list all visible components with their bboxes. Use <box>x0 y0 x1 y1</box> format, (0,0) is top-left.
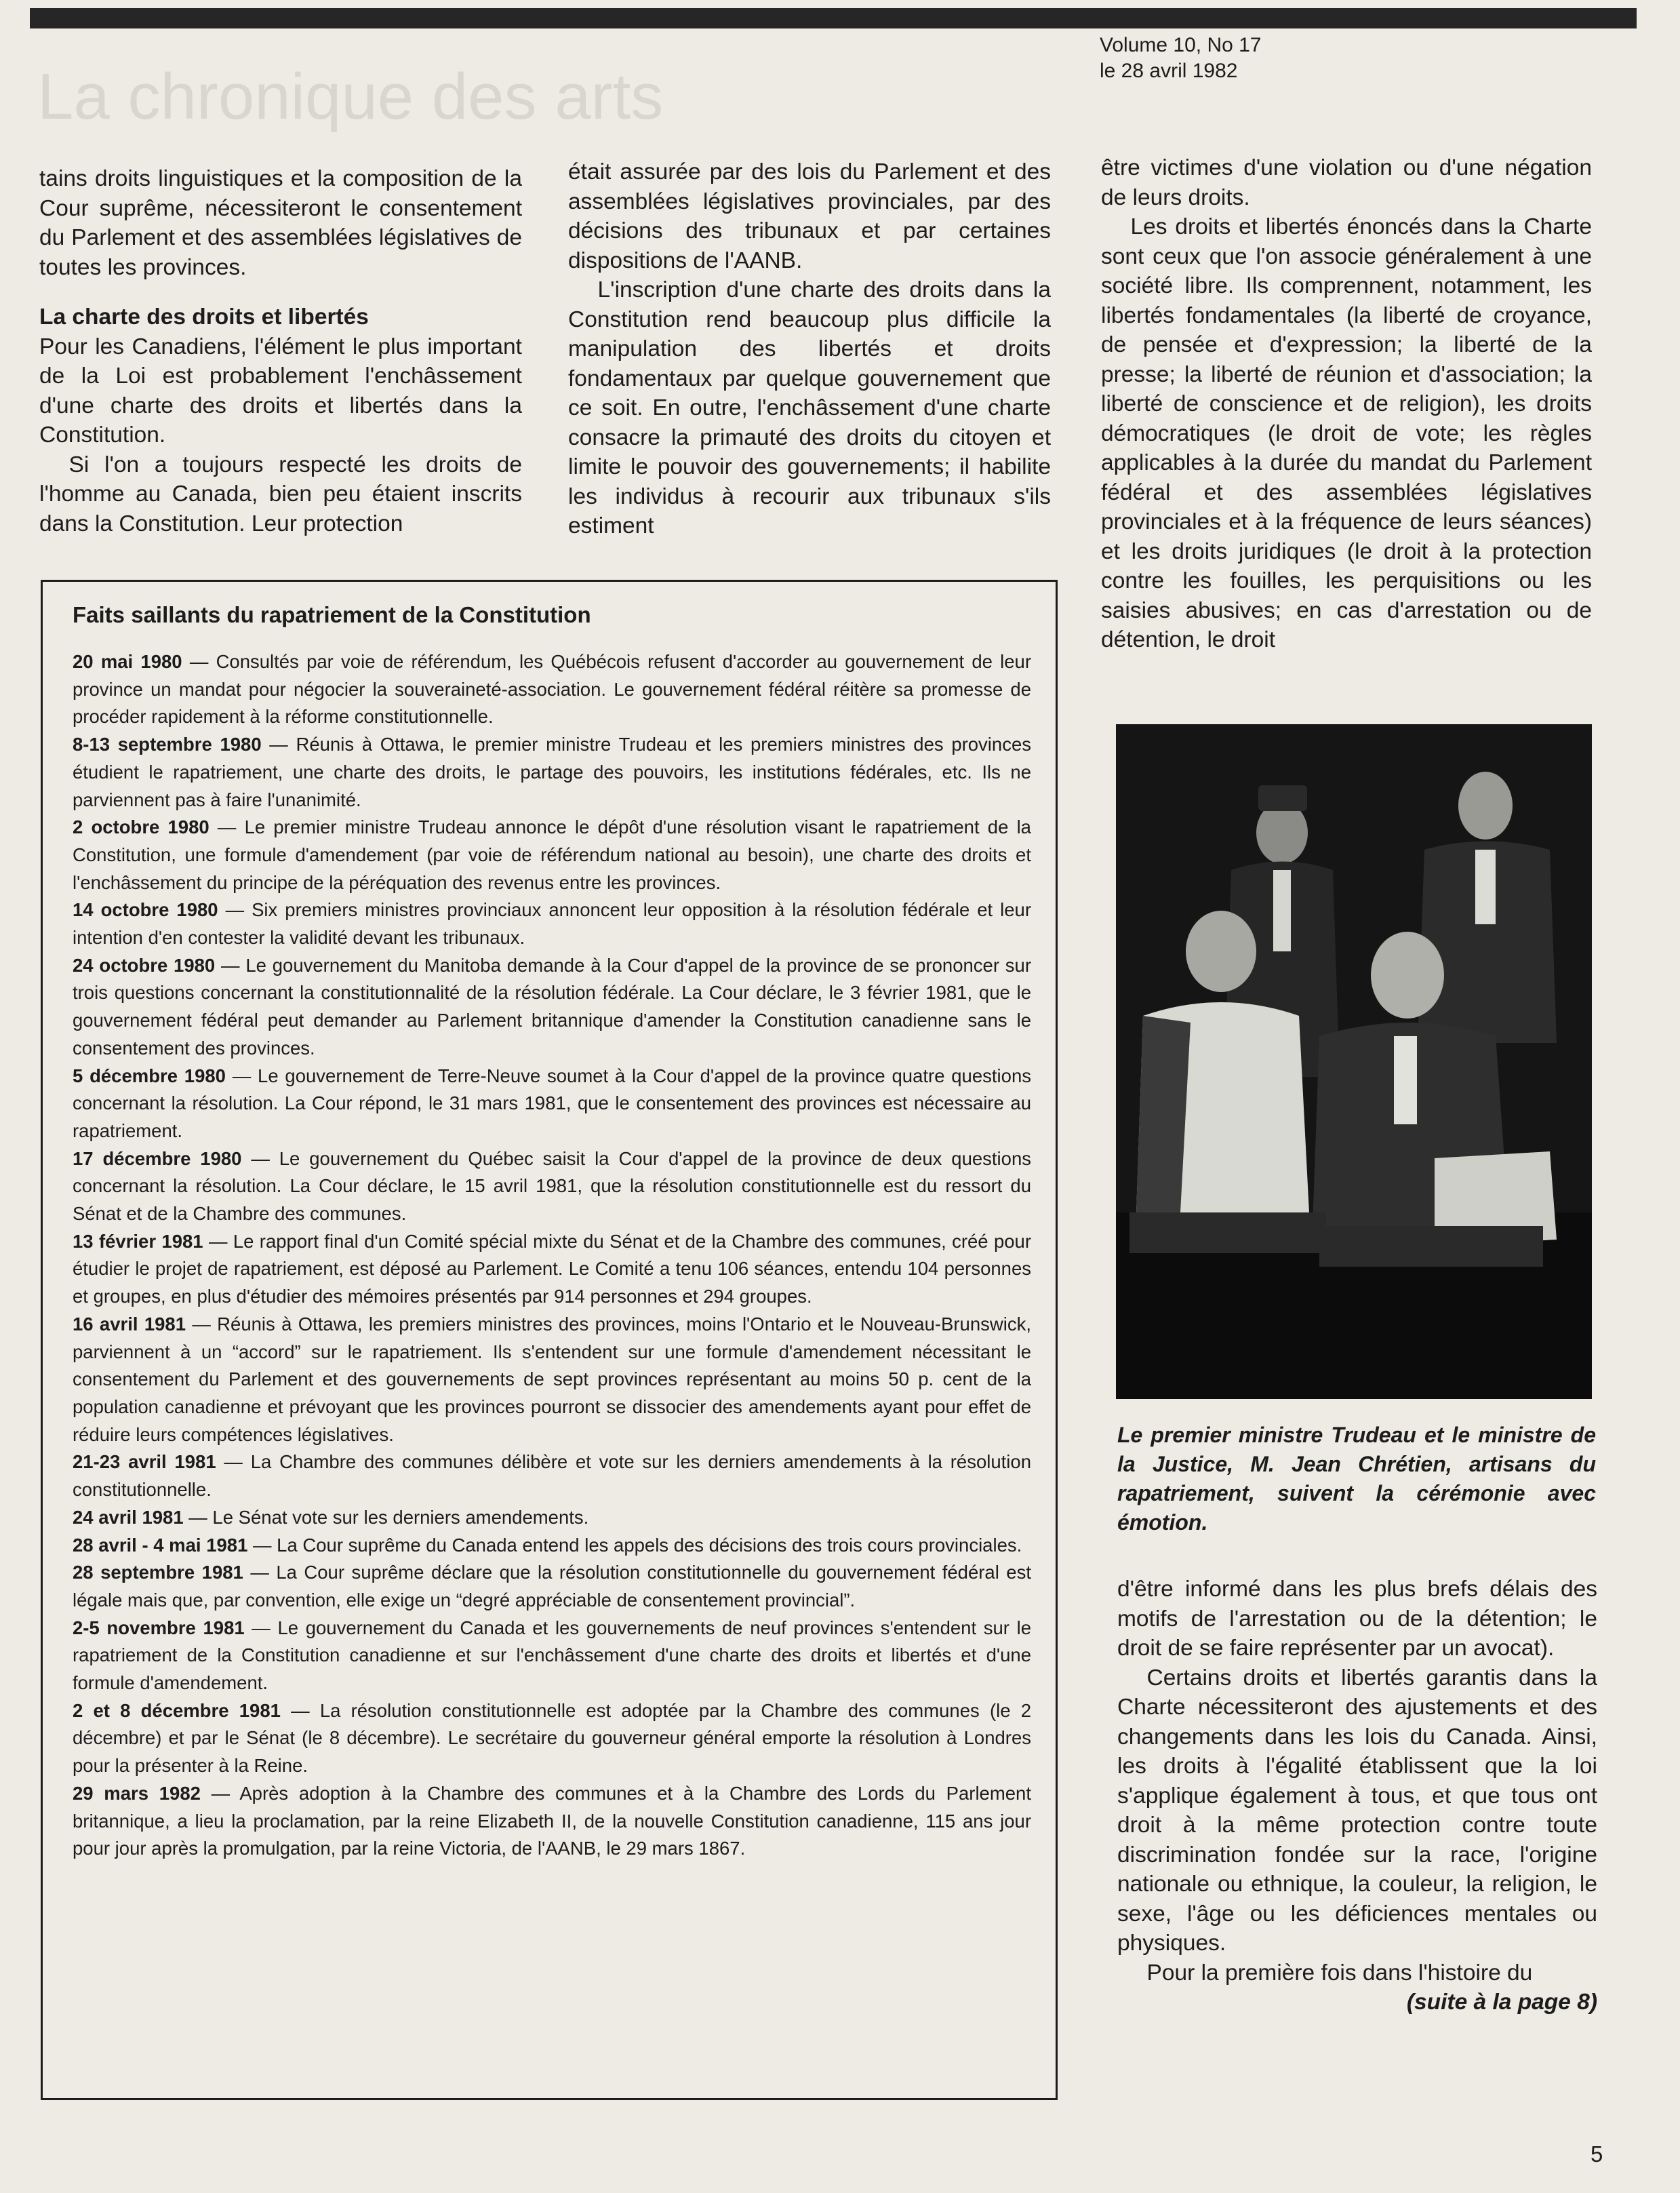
box-title: Faits saillants du rapatriement de la Constitution <box>73 602 591 627</box>
paragraph: Si l'on a toujours respecté les droits de l'homme au Canada, bien peu étaient inscrits dans la Constitution. Leur protection <box>39 452 522 536</box>
entry-date: 2 et 8 décembre 1981 <box>73 1699 281 1721</box>
timeline-entry: 24 avril 1981 — Le Sénat vote sur les derniers amendements. <box>73 1506 589 1528</box>
column-left <box>39 164 522 538</box>
entry-text: Le gouvernement du Québec saisit la Cour d'appel de la province de deux questions concernant la résolution. La Cour déclare, le 15 avril 1981, que la résolution constitutionnelle est du ressort du Sénat et de la Chambre des communes. <box>73 1147 1031 1225</box>
top-rule <box>30 8 1637 28</box>
entry-date: 29 mars 1982 <box>73 1782 201 1804</box>
entry-text: La Cour suprême déclare que la résolution constitutionnelle du gouvernement fédéral est légale mais que, par convention, elle exige un “degré appréciable de consentement provincial”. <box>73 1562 1031 1611</box>
entry-text: La résolution constitutionnelle est adoptée par la Chambre des communes (le 2 décembre) et par le Sénat (le 8 décembre). Le secrétaire du gouverneur général emporte la résolution à Londres pour la présenter à la Reine. <box>73 1699 1031 1777</box>
timeline-entry: 8-13 septembre 1980 — Réunis à Ottawa, le premier ministre Trudeau et les premiers ministres des provinces étudient le rapatriement, une charte des droits, le partage des pouvoirs, les institutions fédérales, etc. Ils ne parviennent pas à faire l'unanimité. <box>73 734 1032 810</box>
timeline-entry: 2-5 novembre 1981 — Le gouvernement du Canada et les gouvernements de neuf provinces s'entendent sur le rapatriement de la Constitution canadienne et sur l'enchâssement d'une charte des droits et libertés et d'une formule d'amendement. <box>73 1617 1031 1694</box>
entry-date: 2 octobre 1980 <box>73 816 209 838</box>
photo-illustration <box>1116 724 1592 1399</box>
timeline-entry: 20 mai 1980 — Consultés par voie de référendum, les Québécois refusent d'accorder au gouvernement de leur province un mandat pour négocier la souveraineté-association. Le gouvernement fédéral réitère sa promesse de procéder rapidement à la réforme constitutionnelle. <box>73 651 1031 728</box>
entry-text: Après adoption à la Chambre des communes et à la Chambre des Lords du Parlement britannique, a lieu la proclamation, par la reine Elizabeth II, de la nouvelle Constitution canadienne, 115 ans jour pour jour après la promulgation, par la reine Victoria, de l'AANB, le 29 mars 1867. <box>73 1782 1031 1859</box>
paragraph: Pour les Canadiens, l'élément le plus important de la Loi est probablement l'enchâssement d'une charte des droits et libertés dans la Constitution. <box>39 334 522 448</box>
entry-date: 20 mai 1980 <box>73 651 182 672</box>
timeline-entry: 28 septembre 1981 — La Cour suprême déclare que la résolution constitutionnelle du gouvernement fédéral est légale mais que, par convention, elle exige un “degré appréciable de consentement provincial”. <box>73 1562 1031 1611</box>
paragraph: d'être informé dans les plus brefs délais des motifs de l'arrestation ou de la détention; le droit de se faire représenter par un avocat). <box>1117 1577 1597 1661</box>
issue-info <box>1100 33 1262 84</box>
entry-text: La Cour suprême du Canada entend les appels des décisions des trois cours provinciales. <box>277 1534 1022 1556</box>
column-right-top <box>1101 153 1592 655</box>
entry-text: Réunis à Ottawa, le premier ministre Trudeau et les premiers ministres des provinces étudient le rapatriement, une charte des droits, le partage des pouvoirs, les institutions fédérales, etc. Ils ne parviennent pas à faire l'unanimité. <box>73 734 1032 810</box>
entry-text: Le Sénat vote sur les derniers amendements. <box>212 1506 589 1528</box>
entry-date: 24 octobre 1980 <box>73 954 216 976</box>
entry-text: Le gouvernement du Manitoba demande à la Cour d'appel de la province de se prononcer sur trois questions concernant la constitutionnalité de la résolution fédérale. La Cour déclare, le 3 février 1981, que le gouvernement fédéral peut demander au Parlement britannique d'amender la Constitution canadienne sans le consentement des provinces. <box>73 954 1032 1059</box>
column-right-bottom <box>1117 1575 1597 2017</box>
highlights-box <box>41 580 1058 2100</box>
page-number: 5 <box>1591 2141 1603 2167</box>
entry-date: 28 septembre 1981 <box>73 1562 243 1583</box>
issue-date: le 28 avril 1982 <box>1100 60 1238 82</box>
entry-text: La Chambre des communes délibère et vote sur les derniers amendements à la résolution constitutionnelle. <box>73 1451 1031 1501</box>
timeline-entry: 2 octobre 1980 — Le premier ministre Trudeau annonce le dépôt d'une résolution visant le rapatriement de la Constitution, une formule d'amendement (par voie de référendum national au besoin), une charte des droits et l'enchâssement du principe de la péréquation des revenus entre les provinces. <box>73 816 1031 893</box>
entry-date: 16 avril 1981 <box>73 1313 186 1335</box>
timeline-entry: 29 mars 1982 — Après adoption à la Chambre des communes et à la Chambre des Lords du Parlement britannique, a lieu la proclamation, par la reine Elizabeth II, de la nouvelle Constitution canadienne, 115 ans jour pour jour après la promulgation, par la reine Victoria, de l'AANB, le 29 mars 1867. <box>73 1782 1031 1859</box>
entry-text: Consultés par voie de référendum, les Québécois refusent d'accorder au gouvernement de leur province un mandat pour négocier la souveraineté-association. Le gouvernement fédéral réitère sa promesse de procéder rapidement à la réforme constitutionnelle. <box>73 651 1031 728</box>
entry-date: 13 février 1981 <box>73 1230 203 1252</box>
ceremony-photo <box>1116 724 1592 1399</box>
paragraph: était assurée par des lois du Parlement et des assemblées législatives provinciales, par des décisions des tribunaux et par certaines dispositions de l'AANB. <box>568 159 1051 273</box>
entry-date: 14 octobre 1980 <box>73 899 218 921</box>
timeline-entry: 13 février 1981 — Le rapport final d'un Comité spécial mixte du Sénat et de la Chambre des communes, créé pour étudier le projet de rapatriement, est déposé au Parlement. Le Comité a tenu 106 séances, entendu 104 personnes et groupes, en plus d'étudier des mémoires présentés par 914 personnes et 294 groupes. <box>73 1230 1031 1307</box>
paragraph: Certains droits et libertés garantis dans la Charte nécessiteront des ajustements et des changements dans les lois du Canada. Ainsi, les droits à l'égalité établissent que la loi s'applique également à tous, et que tous ont droit à la même protection contre toute discrimination fondée sur la race, l'origine nationale ou ethnique, la couleur, la religion, le sexe, l'âge ou les déficiences mentales ou physiques. <box>1117 1665 1597 1956</box>
timeline-entry: 14 octobre 1980 — Six premiers ministres provinciaux annoncent leur opposition à la résolution fédérale et leur intention d'en contester la validité devant les tribunaux. <box>73 899 1032 949</box>
paragraph: tains droits linguistiques et la composition de la Cour suprême, nécessiteront le consentement du Parlement et des assemblées législatives de toutes les provinces. <box>39 166 522 280</box>
paragraph: Pour la première fois dans l'histoire du <box>1146 1960 1533 1985</box>
entry-date: 8-13 septembre 1980 <box>73 734 262 755</box>
photo-caption: Le premier ministre Trudeau et le ministre de la Justice, M. Jean Chrétien, artisans du rapatriement, suivent la cérémonie avec émotion. <box>1117 1423 1596 1535</box>
entry-text: Le rapport final d'un Comité spécial mixte du Sénat et de la Chambre des communes, créé pour étudier le projet de rapatriement, est déposé au Parlement. Le Comité a tenu 106 séances, entendu 104 personnes et groupes, en plus d'étudier des mémoires présentés par 914 personnes et 294 groupes. <box>73 1230 1031 1307</box>
entry-date: 5 décembre 1980 <box>73 1065 226 1086</box>
entry-date: 28 avril - 4 mai 1981 <box>73 1534 248 1556</box>
timeline-entry: 28 avril - 4 mai 1981 — La Cour suprême du Canada entend les appels des décisions des trois cours provinciales. <box>73 1534 1022 1556</box>
timeline-entry: 16 avril 1981 — Réunis à Ottawa, les premiers ministres des provinces, moins l'Ontario et le Nouveau-Brunswick, parviennent à un “accord” sur le rapatriement. Ils s'entendent sur une formule d'amendement nécessitant le consentement du Parlement et des gouvernements de sept provinces représentant au moins 50 p. cent de la population canadienne et prévoyant que les provinces pourront se dissocier des amendements ayant pour effet de réduire leurs compétences législatives. <box>73 1313 1031 1445</box>
paragraph: L'inscription d'une charte des droits dans la Constitution rend beaucoup plus difficile la manipulation des libertés et droits fondamentaux par quelque gouvernement que ce soit. En outre, l'enchâssement d'une charte consacre la primauté des droits du citoyen et limite le pouvoir des gouvernements; il habilite les individus à recourir aux tribunaux s'ils estiment <box>568 277 1051 538</box>
entry-text: Le gouvernement du Canada et les gouvernements de neuf provinces s'entendent sur le rapatriement de la Constitution canadienne et sur l'enchâssement d'une charte des droits et libertés et d'une formule d'amendement. <box>73 1617 1031 1694</box>
entry-text: Le premier ministre Trudeau annonce le dépôt d'une résolution visant le rapatriement de la Constitution, une formule d'amendement (par voie de référendum national au besoin), une charte des droits et l'enchâssement du principe de la péréquation des revenus entre les provinces. <box>73 816 1031 893</box>
timeline-entry: 17 décembre 1980 — Le gouvernement du Québec saisit la Cour d'appel de la province de deux questions concernant la résolution. La Cour déclare, le 15 avril 1981, que la résolution constitutionnelle est du ressort du Sénat et de la Chambre des communes. <box>73 1147 1031 1225</box>
entry-date: 2-5 novembre 1981 <box>73 1617 245 1638</box>
volume-number: Volume 10, No 17 <box>1100 34 1262 56</box>
column-middle <box>568 157 1051 541</box>
entry-text: Réunis à Ottawa, les premiers ministres des provinces, moins l'Ontario et le Nouveau-Brunswick, parviennent à un “accord” sur le rapatriement. Ils s'entendent sur une formule d'amendement nécessitant le consentement du Parlement et des gouvernements de sept provinces représentant au moins 50 p. cent de la population canadienne et prévoyant que les provinces pourront se dissocier des amendements ayant pour effet de réduire leurs compétences législatives. <box>73 1313 1031 1445</box>
timeline-entry: 2 et 8 décembre 1981 — La résolution constitutionnelle est adoptée par la Chambre des communes (le 2 décembre) et par le Sénat (le 8 décembre). Le secrétaire du gouverneur général emporte la résolution à Londres pour la présenter à la Reine. <box>73 1699 1031 1777</box>
paragraph: Les droits et libertés énoncés dans la Charte sont ceux que l'on associe généralement à une société libre. Ils comprennent, notamment, les libertés fondamentales (la liberté de croyance, de pensée et d'expression; la liberté de la presse; la liberté de réunion et d'association; la liberté de conscience et de religion), les droits démocratiques (le droit de vote; les règles applicables à la durée du mandat du Parlement fédéral et des assemblées législatives provinciales et à la fréquence de leurs séances) et les droits juridiques (le droit à la protection contre les fouilles, les perquisitions ou les saisies abusives; en cas d'arrestation ou de détention, le droit <box>1101 214 1592 652</box>
entry-date: 17 décembre 1980 <box>73 1147 242 1169</box>
entry-date: 21-23 avril 1981 <box>73 1451 216 1473</box>
timeline-entry: 21-23 avril 1981 — La Chambre des communes délibère et vote sur les derniers amendements à la résolution constitutionnelle. <box>73 1451 1031 1501</box>
section-heading: La charte des droits et libertés <box>39 304 369 330</box>
entry-text: Six premiers ministres provinciaux annoncent leur opposition à la résolution fédérale et leur intention d'en contester la validité devant les tribunaux. <box>73 899 1032 949</box>
entry-text: Le gouvernement de Terre-Neuve soumet à la Cour d'appel de la province quatre questions concernant la résolution. La Cour répond, le 31 mars 1981, que le consentement des provinces est nécessaire au rapatriement. <box>73 1065 1031 1141</box>
section-title-ghost: La chronique des arts <box>37 60 664 133</box>
paragraph: être victimes d'une violation ou d'une négation de leurs droits. <box>1101 155 1592 210</box>
timeline-entry: 5 décembre 1980 — Le gouvernement de Terre-Neuve soumet à la Cour d'appel de la province quatre questions concernant la résolution. La Cour répond, le 31 mars 1981, que le consentement des provinces est nécessaire au rapatriement. <box>73 1065 1031 1141</box>
timeline-list <box>73 648 1031 1863</box>
continued-reference: (suite à la page 8) <box>1406 1990 1597 2015</box>
entry-date: 24 avril 1981 <box>73 1506 184 1528</box>
timeline-entry: 24 octobre 1980 — Le gouvernement du Manitoba demande à la Cour d'appel de la province de se prononcer sur trois questions concernant la constitutionnalité de la résolution fédérale. La Cour déclare, le 3 février 1981, que le gouvernement fédéral peut demander au Parlement britannique d'amender la Constitution canadienne sans le consentement des provinces. <box>73 954 1032 1059</box>
